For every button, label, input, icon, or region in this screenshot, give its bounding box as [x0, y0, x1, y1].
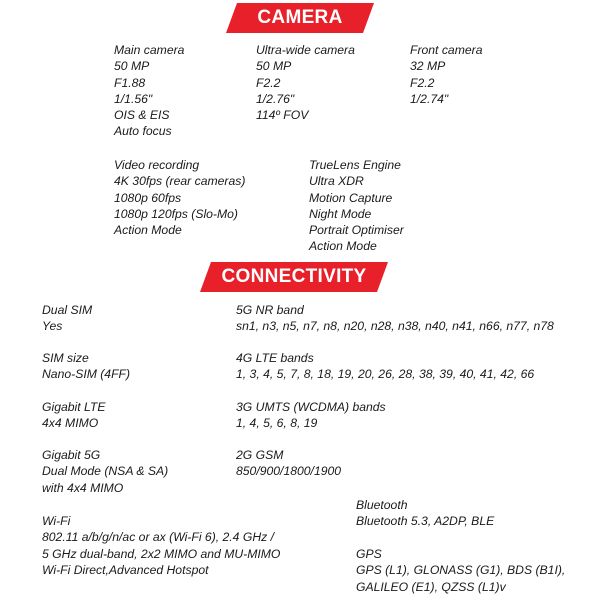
- front-camera-title: Front camera: [410, 43, 483, 57]
- feature-motion-capture: Motion Capture: [309, 190, 393, 205]
- ultra-wide-aperture: F2.2: [256, 75, 281, 90]
- front-camera-sensor-size: 1/2.74": [410, 91, 449, 106]
- dual-sim-value: Yes: [42, 319, 63, 334]
- main-camera-specs: [114, 42, 184, 140]
- gps-systems-1: GPS (L1), GLONASS (G1), BDS (B1I),: [356, 563, 566, 578]
- ultra-wide-sensor-size: 1/2.76": [256, 91, 295, 106]
- camera-features-list: [309, 157, 404, 255]
- 3g-umts-bands-value: 1, 4, 5, 6, 8, 19: [236, 416, 318, 431]
- 2g-gsm-spec: [236, 447, 341, 480]
- feature-portrait-optimiser: Portrait Optimiser: [309, 223, 404, 238]
- video-recording-specs: [114, 157, 245, 238]
- feature-action-mode: Action Mode: [309, 239, 377, 254]
- feature-ultra-xdr: Ultra XDR: [309, 174, 364, 189]
- ultra-wide-camera-specs: [256, 42, 355, 123]
- 5g-nr-band-label: 5G NR band: [236, 303, 304, 317]
- feature-truelens: TrueLens Engine: [309, 158, 401, 172]
- front-camera-resolution: 32 MP: [410, 59, 446, 74]
- connectivity-section-heading: [200, 262, 388, 292]
- gigabit-5g-label: Gigabit 5G: [42, 448, 101, 462]
- ultra-wide-fov: 114º FOV: [256, 108, 309, 123]
- gps-systems-2: GALILEO (E1), QZSS (L1)v: [356, 579, 506, 594]
- dual-sim-spec: [42, 302, 92, 335]
- ultra-wide-resolution: 50 MP: [256, 59, 292, 74]
- 2g-gsm-label: 2G GSM: [236, 448, 284, 462]
- front-camera-aperture: F2.2: [410, 75, 435, 90]
- bluetooth-label: Bluetooth: [356, 498, 408, 512]
- main-camera-sensor-size: 1/1.56": [114, 91, 153, 106]
- camera-section-heading: [226, 3, 374, 33]
- main-camera-aperture: F1.88: [114, 75, 146, 90]
- feature-night-mode: Night Mode: [309, 206, 372, 221]
- 2g-gsm-value: 850/900/1800/1900: [236, 464, 342, 479]
- main-camera-resolution: 50 MP: [114, 59, 150, 74]
- gigabit-5g-mimo: with 4x4 MIMO: [42, 480, 124, 495]
- 4g-lte-bands-label: 4G LTE bands: [236, 351, 314, 365]
- 3g-umts-bands-label: 3G UMTS (WCDMA) bands: [236, 400, 386, 414]
- gigabit-5g-mode: Dual Mode (NSA & SA): [42, 464, 169, 479]
- dual-sim-label: Dual SIM: [42, 303, 93, 317]
- main-camera-title: Main camera: [114, 43, 185, 57]
- camera-heading-text: CAMERA: [257, 7, 343, 28]
- 5g-nr-band-value: sn1, n3, n5, n7, n8, n20, n28, n38, n40, n41, n66, n77, n78: [236, 319, 554, 334]
- wifi-extras: Wi-Fi Direct,Advanced Hotspot: [42, 562, 209, 577]
- wifi-spec: [42, 513, 280, 578]
- wifi-standards: 802.11 a/b/g/n/ac or ax (Wi-Fi 6), 2.4 GHz /: [42, 530, 274, 545]
- video-1080p-60: 1080p 60fps: [114, 190, 182, 205]
- video-4k: 4K 30fps (rear cameras): [114, 174, 246, 189]
- front-camera-specs: [410, 42, 482, 107]
- sim-size-spec: [42, 350, 130, 383]
- gigabit-lte-label: Gigabit LTE: [42, 400, 106, 414]
- video-action-mode: Action Mode: [114, 223, 182, 238]
- wifi-label: Wi-Fi: [42, 514, 71, 528]
- main-camera-focus: Auto focus: [114, 124, 172, 139]
- ultra-wide-title: Ultra-wide camera: [256, 43, 355, 57]
- wifi-bands: 5 GHz dual-band, 2x2 MIMO and MU-MIMO: [42, 546, 281, 561]
- bluetooth-value: Bluetooth 5.3, A2DP, BLE: [356, 514, 495, 529]
- video-recording-title: Video recording: [114, 158, 200, 172]
- 5g-nr-band-spec: [236, 302, 554, 335]
- gigabit-lte-value: 4x4 MIMO: [42, 416, 99, 431]
- main-camera-stabilization: OIS & EIS: [114, 108, 170, 123]
- gigabit-5g-spec: [42, 447, 168, 496]
- bluetooth-spec: [356, 497, 494, 530]
- gps-label: GPS: [356, 547, 382, 561]
- gps-spec: [356, 546, 565, 595]
- 3g-umts-bands-spec: [236, 399, 386, 432]
- sim-size-label: SIM size: [42, 351, 89, 365]
- gigabit-lte-spec: [42, 399, 105, 432]
- sim-size-value: Nano-SIM (4FF): [42, 367, 131, 382]
- 4g-lte-bands-value: 1, 3, 4, 5, 7, 8, 18, 19, 20, 26, 28, 38, 39, 40, 41, 42, 66: [236, 367, 535, 382]
- connectivity-heading-text: CONNECTIVITY: [221, 266, 367, 287]
- video-1080p-120: 1080p 120fps (Slo-Mo): [114, 206, 238, 221]
- 4g-lte-bands-spec: [236, 350, 534, 383]
